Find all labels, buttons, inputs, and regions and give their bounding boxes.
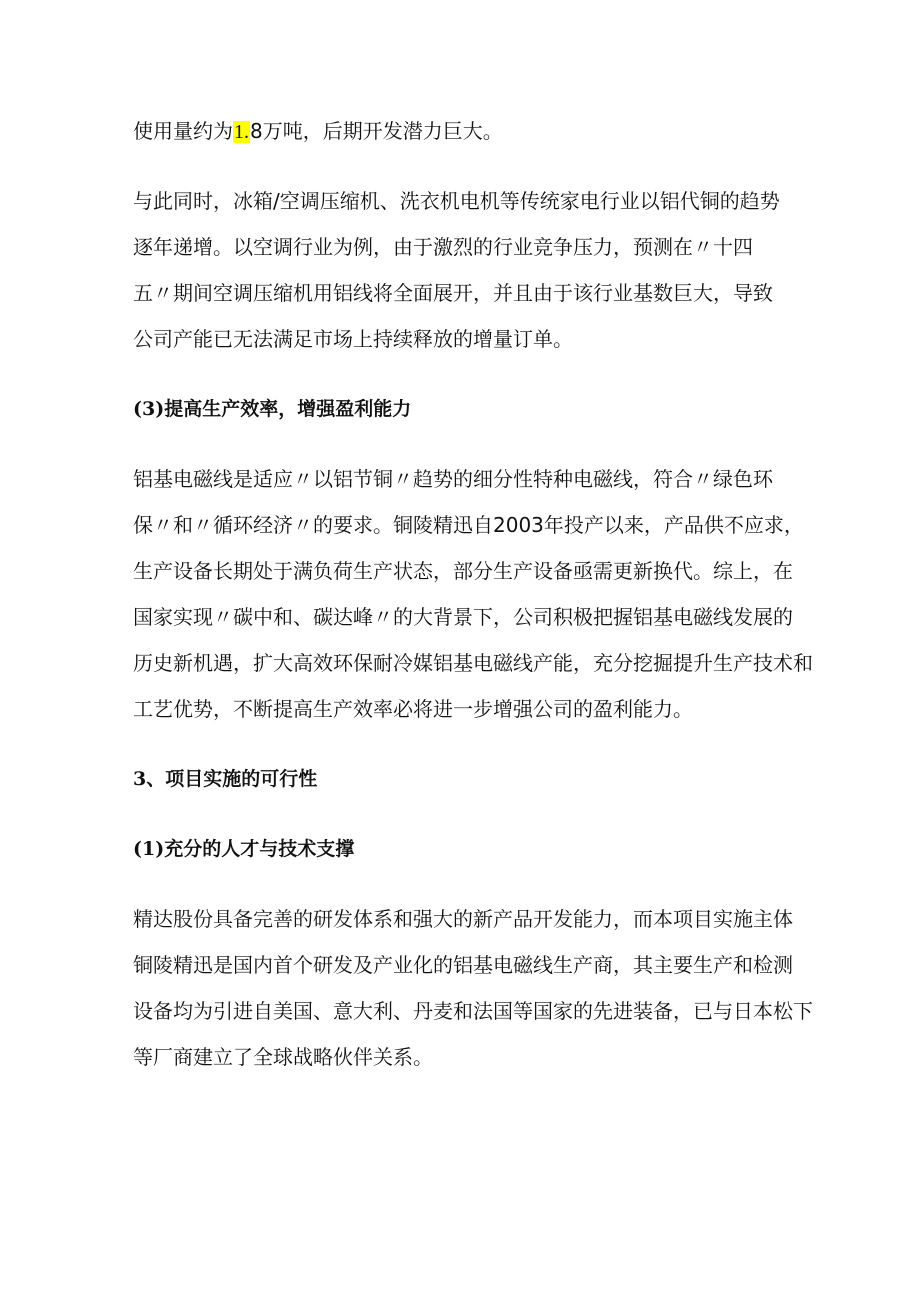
- paragraph-line: 历史新机遇，扩大高效环保耐冷媒铝基电磁线产能，充分挖掘提升生产技术和: [133, 651, 813, 675]
- paragraph-line: 铜陵精迅是国内首个研发及产业化的铝基电磁线生产商，其主要生产和检测: [133, 953, 793, 977]
- paragraph-line: 保〃和〃循环经济〃的要求。铜陵精迅自2003年投产以来，产品供不应求，: [133, 513, 804, 537]
- paragraph-line: 与此同时，冰箱/空调压缩机、洗衣机电机等传统家电行业以铝代铜的趋势: [133, 189, 780, 213]
- paragraph-line: 生产设备长期处于满负荷生产状态，部分生产设备亟需更新换代。综上，在: [133, 559, 793, 583]
- paragraph-line: 公司产能已无法满足市场上持续释放的增量订单。: [133, 327, 573, 351]
- paragraph-efficiency: [133, 456, 813, 732]
- paragraph-appliance-trend: [133, 178, 793, 362]
- paragraph-line: 铝基电磁线是适应〃以铝节铜〃趋势的细分性特种电磁线，符合〃绿色环: [133, 467, 773, 491]
- section-heading: (3)提高生产效率，增强盈利能力: [133, 398, 412, 420]
- paragraph-line: 工艺优势，不断提高生产效率必将进一步增强公司的盈利能力。: [133, 697, 693, 721]
- text-segment: 使用量约为: [133, 119, 233, 143]
- text-segment: 8万吨，后期开发潜力巨大。: [250, 119, 503, 143]
- paragraph-line: 等厂商建立了全球战略伙伴关系。: [133, 1045, 433, 1069]
- document-body: [133, 108, 813, 1104]
- paragraph-line: 国家实现〃碳中和、碳达峰〃的大背景下，公司积极把握铝基电磁线发展的: [133, 605, 793, 629]
- paragraph-line: [133, 108, 793, 154]
- paragraph-line: 精达股份具备完善的研发体系和强大的新产品开发能力，而本项目实施主体: [133, 907, 793, 931]
- paragraph-line: 设备均为引进自美国、意大利、丹麦和法国等国家的先进装备，已与日本松下: [133, 999, 813, 1023]
- subsection-heading: (1)充分的人才与技术支撑: [133, 838, 355, 860]
- highlighted-number: 1.: [234, 121, 249, 143]
- paragraph-line: 逐年递增。以空调行业为例，由于激烈的行业竞争压力，预测在〃十四: [133, 235, 753, 259]
- paragraph-usage: [133, 108, 793, 154]
- section-heading: 3、项目实施的可行性: [133, 768, 318, 790]
- paragraph-line: 五〃期间空调压缩机用铝线将全面展开，并且由于该行业基数巨大，导致: [133, 281, 773, 305]
- paragraph-talent-technology: [133, 896, 813, 1080]
